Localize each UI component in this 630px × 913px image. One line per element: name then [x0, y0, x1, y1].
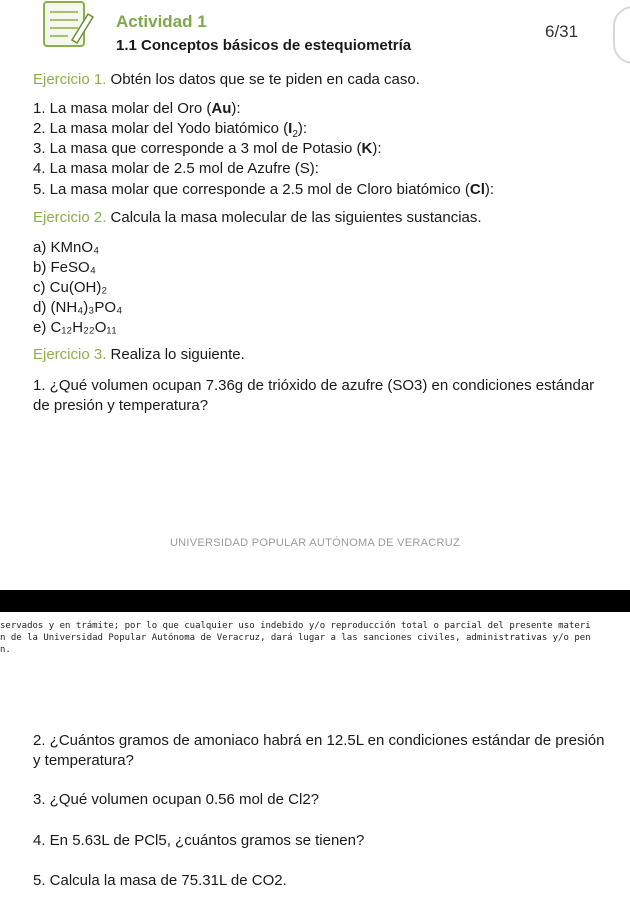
exercise1-heading [33, 71, 420, 89]
exercise2-instruction: Calcula la masa molecular de las siguientes sustancias. [110, 209, 482, 226]
section-title: 1.1 Conceptos básicos de estequiometría [116, 37, 412, 54]
exercise3-instruction: Realiza lo siguiente. [110, 346, 245, 363]
legal-notice-line: servados y en trámite; por lo que cualquier uso indebido y/o reproducción total o parcial del presente materi [0, 621, 591, 631]
exercise3-heading [33, 346, 245, 364]
black-banner [0, 590, 630, 612]
exercise1-item: 2. La masa molar del Yodo biatómico $(I_2)$: [33, 120, 308, 140]
exercise3-question1-line1: 1. ¿Qué volumen ocupan 7.36g de trióxido de azufre (SO3) en condiciones estándar [33, 377, 595, 394]
exercise2-item: a) KMnO₄ [33, 239, 100, 256]
exercise2-label: Ejercicio 2. [33, 209, 107, 226]
activity-title: Actividad 1 [116, 12, 207, 31]
page-counter: 6/31 [545, 22, 579, 41]
exercise1-label: Ejercicio 1. [33, 71, 107, 88]
exercise2-heading [33, 209, 482, 227]
exercise1-item: 5. La masa molar que corresponde a 2.5 mol de Cloro biatómico (Cl): [33, 181, 495, 198]
exercise2-item: c) Cu(OH)₂ [33, 279, 108, 296]
exercise2-item: b) FeSO₄ [33, 259, 96, 276]
university-footer: UNIVERSIDAD POPULAR AUTÓNOMA DE VERACRUZ [169, 537, 461, 549]
page-edge-decoration [613, 6, 630, 64]
question2-line2: y temperatura? [33, 752, 134, 769]
question5: 5. Calcula la masa de 75.31L de CO2. [33, 872, 287, 889]
exercise3-label: Ejercicio 3. [33, 346, 107, 363]
exercise2-item: d) (NH₄)₃PO₄ [33, 299, 123, 316]
legal-notice-line: n de la Universidad Popular Autónoma de Veracruz, dará lugar a las sanciones civiles, administrativas y/o pen [0, 633, 591, 643]
exercise2-item: e) C₁₂H₂₂O₁₁ [33, 319, 117, 336]
exercise1-item: 3. La masa que corresponde a 3 mol de Potasio (K): [33, 140, 382, 157]
exercise1-item: 4. La masa molar de 2.5 mol de Azufre (S): [33, 160, 319, 177]
exercise3-question1-line2: de presión y temperatura? [33, 397, 209, 414]
legal-notice-line: n. [0, 645, 11, 655]
exercise1-item: 1. La masa molar del Oro (Au): [33, 100, 241, 117]
question3: 3. ¿Qué volumen ocupan 0.56 mol de Cl2? [33, 791, 320, 808]
question2-line1: 2. ¿Cuántos gramos de amoniaco habrá en 12.5L en condiciones estándar de presión [33, 732, 605, 749]
notebook-pencil-icon [38, 0, 98, 50]
exercise1-instruction: Obtén los datos que se te piden en cada caso. [110, 71, 420, 88]
question4: 4. En 5.63L de PCl5, ¿cuántos gramos se tienen? [33, 832, 365, 849]
